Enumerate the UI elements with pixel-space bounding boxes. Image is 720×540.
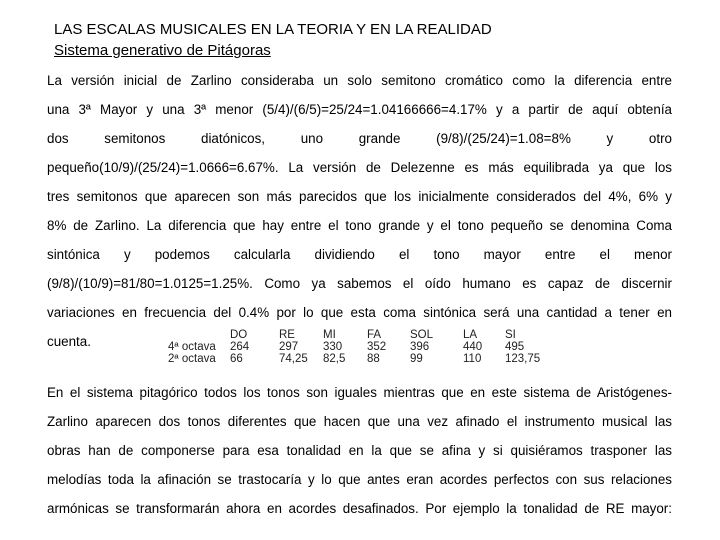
table-header-cell: LA (463, 329, 478, 341)
text-line: una 3ª Mayor y una 3ª menor (5/4)/(6/5)=25/24=1.04166666=4.17% y a partir de aquí obtenía (47, 102, 672, 117)
text-line: melodías toda la afinación se trastocaría y lo que antes eran acordes perfectos con sus relaciones (47, 472, 672, 487)
table-cell: 264 (230, 341, 250, 353)
table-cell: 74,25 (279, 353, 308, 365)
text-line: cuenta. (47, 334, 91, 349)
text-line: 8% de Zarlino. La diferencia que hay entre el tono grande y el tono pequeño se denomina Coma (47, 218, 672, 233)
text-line: Zarlino aparecen dos tonos diferentes que hacen que una vez afinado el instrumento musical las (47, 414, 672, 429)
table-cell: 123,75 (505, 353, 541, 365)
table-cell: 88 (367, 353, 380, 365)
row-label: 4ª octava (168, 341, 216, 353)
text-line: variaciones en frecuencia del 0.4% por lo que esta coma sintónica será una cantidad a tener en (47, 305, 672, 320)
table-header-cell: RE (279, 329, 295, 341)
row-label: 2ª octava (168, 353, 216, 365)
table-cell: 440 (463, 341, 483, 353)
table-cell: 396 (410, 341, 430, 353)
text-line: En el sistema pitagórico todos los tonos son iguales mientras que en este sistema de Aristógenes- (47, 385, 672, 400)
table-header-cell: FA (367, 329, 382, 341)
text-line: (9/8)/(10/9)=81/80=1.0125=1.25%. Como ya sabemos el oído humano es capaz de discernir (47, 276, 672, 291)
table-cell: 352 (367, 341, 387, 353)
table-cell: 110 (463, 353, 482, 365)
table-cell: 66 (230, 353, 243, 365)
table-cell: 495 (505, 341, 525, 353)
text-line: La versión inicial de Zarlino consideraba un solo semitono cromático como la diferencia entre (47, 73, 672, 88)
text-line: pequeño(10/9)/(25/24)=1.0666=6.67%. La versión de Delezenne es más equilibrada ya que los (47, 160, 672, 175)
page-subtitle: Sistema generativo de Pitágoras (54, 42, 271, 59)
page-title: LAS ESCALAS MUSICALES EN LA TEORIA Y EN LA REALIDAD (54, 21, 492, 38)
table-header-cell: SOL (410, 329, 434, 341)
table-cell: 330 (323, 341, 343, 353)
text-line: sintónica y podemos calcularla dividiendo el tono mayor entre el menor (47, 247, 672, 262)
text-line: armónicas se transformarán ahora en acordes desafinados. Por ejemplo la tonalidad de RE mayor: (47, 501, 672, 516)
text-line: tres semitonos que aparecen son más parecidos que los inicialmente considerados del 4%, 6% y (47, 189, 672, 204)
table-cell: 82,5 (323, 353, 346, 365)
text-line: obras han de componerse para esa tonalidad en la que se afina y si quisiéramos trasponer las (47, 443, 672, 458)
text-line: dos semitonos diatónicos, uno grande (9/8)/(25/24)=1.08=8% y otro (47, 131, 672, 146)
table-header-cell: MI (323, 329, 336, 341)
table-header-cell: DO (230, 329, 248, 341)
table-cell: 297 (279, 341, 299, 353)
table-cell: 99 (410, 353, 423, 365)
table-header-cell: SI (505, 329, 516, 341)
